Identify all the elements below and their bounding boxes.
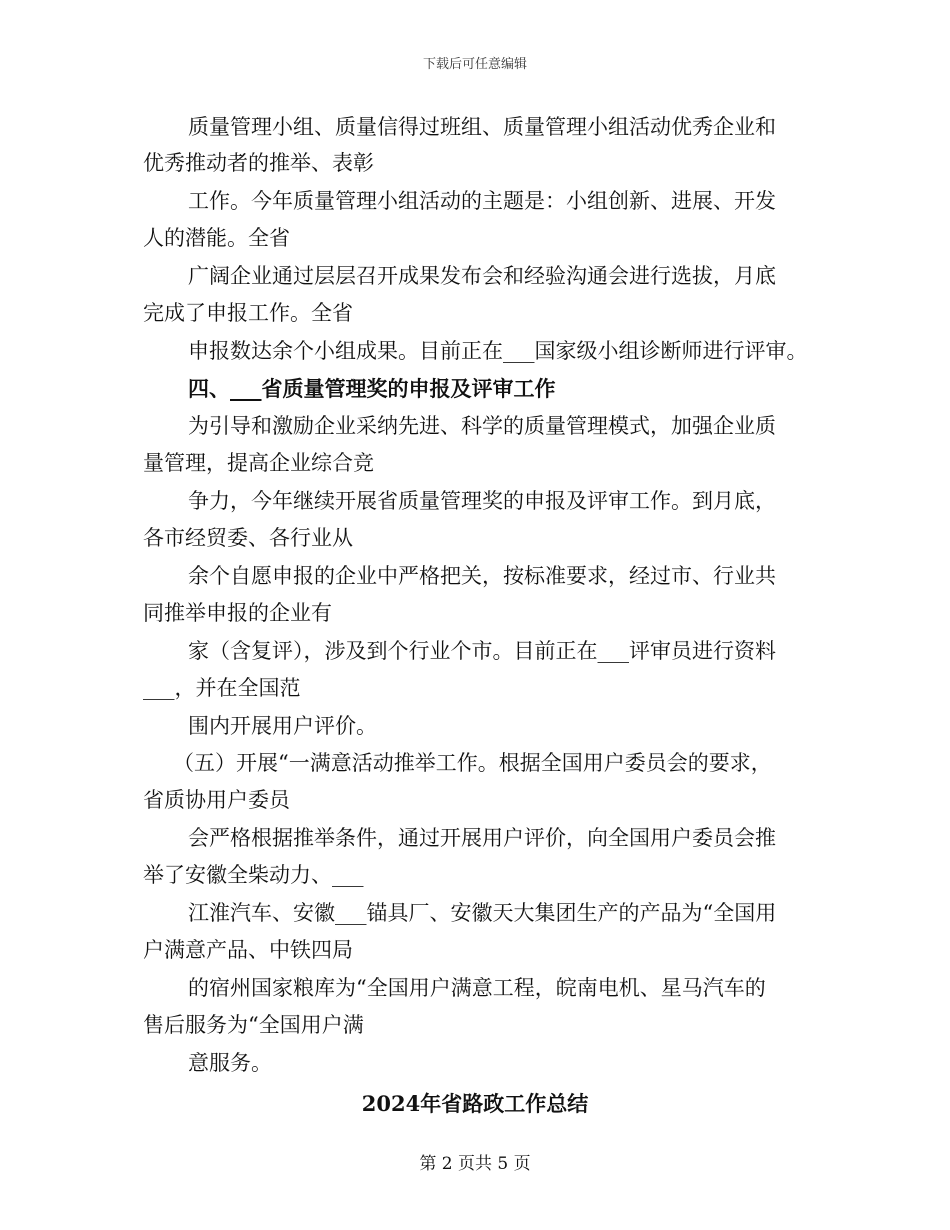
- paragraph-line: 省质协用户委员: [143, 788, 290, 812]
- paragraph-line: 家（含复评），涉及到个行业个市。目前正在___评审员进行资料: [188, 639, 776, 663]
- paragraph-line: 意服务。: [188, 1051, 272, 1075]
- paragraph-line: 的宿州国家粮库为“全国用户满意工程，皖南电机、星马汽车的: [188, 976, 766, 1000]
- paragraph-line: 户满意产品、中铁四局: [143, 938, 353, 962]
- document-title: 2024年省路政工作总结: [361, 1091, 589, 1116]
- paragraph-line: 为引导和激励企业采纳先进、科学的质量管理模式，加强企业质: [188, 414, 776, 438]
- paragraph-line: 优秀推动者的推举、表彰: [143, 151, 374, 175]
- page-number: 第 2 页共 5 页: [419, 1154, 531, 1174]
- paragraph-line: 江淮汽车、安徽___锚具厂、安徽天大集团生产的产品为“全国用: [188, 901, 777, 925]
- paragraph-line: 会严格根据推举条件，通过开展用户评价，向全国用户委员会推: [188, 826, 776, 850]
- paragraph-line: 各市经贸委、各行业从: [143, 526, 353, 550]
- paragraph-line: 申报数达余个小组成果。目前正在___国家级小组诊断师进行评审。: [188, 339, 808, 363]
- paragraph-line: 工作。今年质量管理小组活动的主题是：小组创新、进展、开发: [188, 189, 776, 213]
- paragraph-line: 余个自愿申报的企业中严格把关，按标准要求，经过市、行业共: [188, 564, 776, 588]
- page-header-note: 下载后可任意编辑: [422, 57, 527, 72]
- paragraph-line: 量管理，提高企业综合竞: [143, 451, 374, 475]
- paragraph-line: 举了安徽全柴动力、___: [143, 863, 364, 887]
- paragraph-line: 争力，今年继续开展省质量管理奖的申报及评审工作。到月底，: [188, 489, 776, 513]
- paragraph-line: 售后服务为“全国用户满: [143, 1013, 364, 1037]
- paragraph-line: （五）开展“一满意活动推举工作。根据全国用户委员会的要求，: [173, 751, 772, 775]
- paragraph-line: 完成了申报工作。全省: [143, 301, 353, 325]
- paragraph-line: 人的潜能。全省: [143, 226, 290, 250]
- paragraph-line: ___，并在全国范: [143, 676, 301, 700]
- paragraph-line: 广阔企业通过层层召开成果发布会和经验沟通会进行选拔，月底: [188, 264, 776, 288]
- paragraph-line: 同推举申报的企业有: [143, 601, 332, 625]
- section-heading: 四、___省质量管理奖的申报及评审工作: [188, 376, 556, 401]
- paragraph-line: 质量管理小组、质量信得过班组、质量管理小组活动优秀企业和: [188, 115, 776, 139]
- paragraph-line: 围内开展用户评价。: [188, 714, 377, 738]
